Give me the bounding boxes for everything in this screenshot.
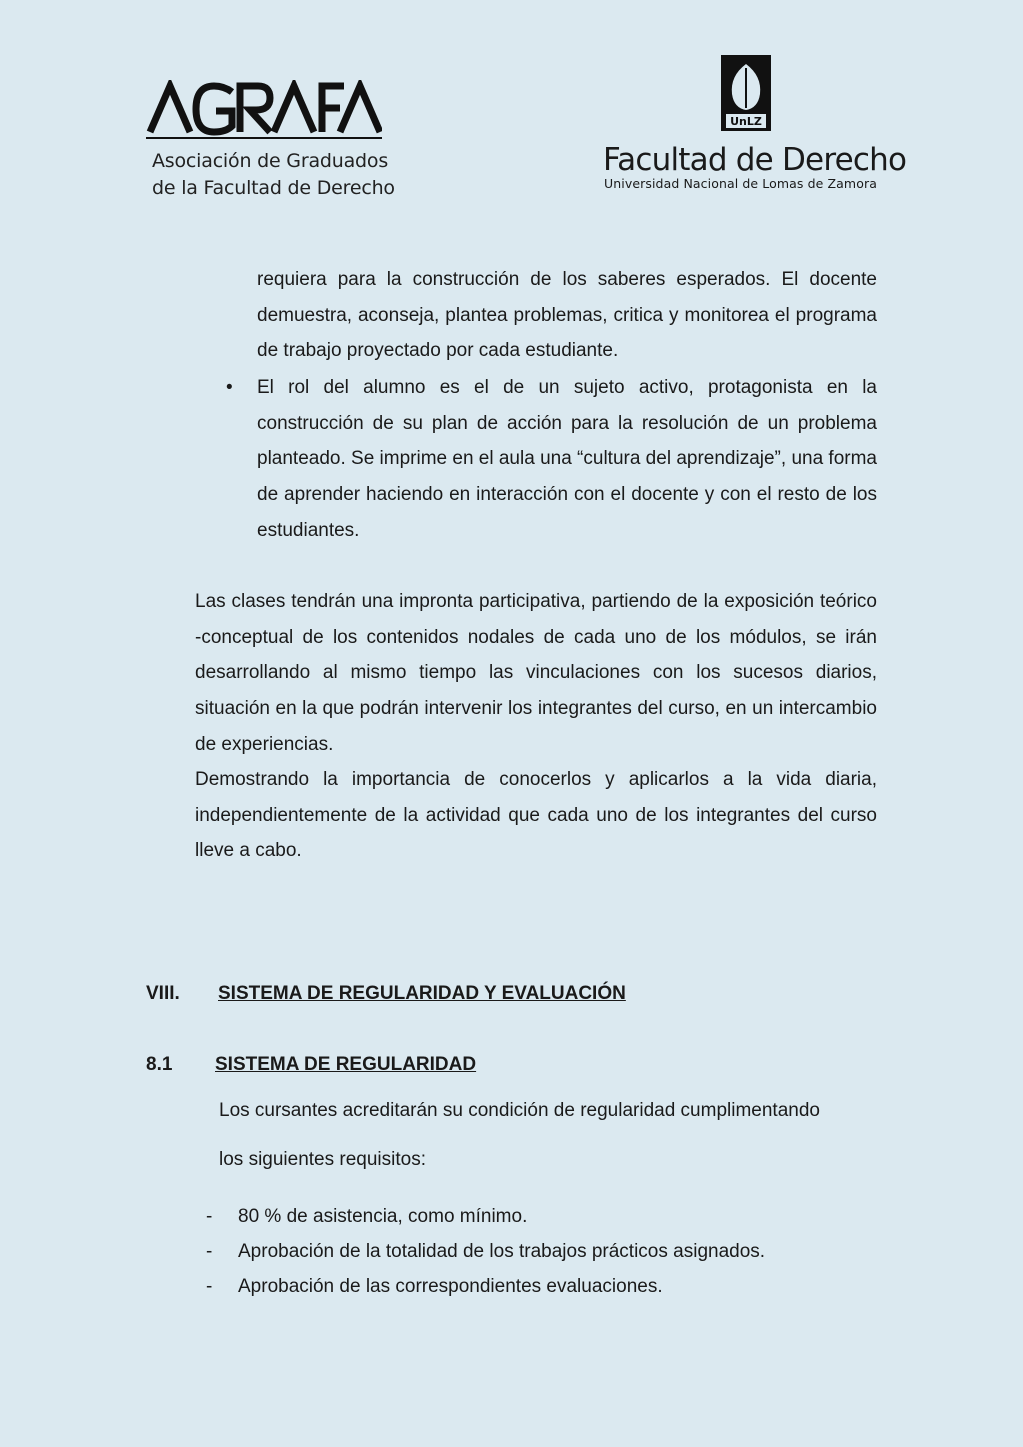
agrafa-subtitle-line2: de la Facultad de Derecho bbox=[152, 177, 395, 199]
section-8-1-number: 8.1 bbox=[146, 1054, 173, 1075]
bullet-continuation-text: requiera para la construcción de los saberes esperados. El docente demuestra, aconseja, plantea problemas, critica y monitorea el programa de trabajo proyectado por cada estudiante. bbox=[257, 269, 877, 362]
list-dash: - bbox=[206, 1276, 213, 1297]
list-dash: - bbox=[206, 1206, 213, 1227]
section-8-1-title bbox=[215, 1054, 476, 1076]
section-8-title bbox=[218, 983, 626, 1005]
requirements-intro-line1: Los cursantes acreditarán su condición de regularidad cumplimentando bbox=[219, 1100, 820, 1121]
section-8-number: VIII. bbox=[146, 983, 180, 1004]
section-8-title-text: SISTEMA DE REGULARIDAD Y EVALUACIÓN bbox=[218, 983, 626, 1004]
paragraph-2: Demostrando la importancia de conocerlos y aplicarlos a la vida diaria, independientemente de la actividad que cada uno de los integrantes del curso lleve a cabo. bbox=[195, 769, 877, 862]
list-dash: - bbox=[206, 1241, 213, 1262]
list-item: 80 % de asistencia, como mínimo. bbox=[238, 1206, 528, 1227]
requirements-intro-line2: los siguientes requisitos: bbox=[219, 1149, 426, 1170]
bullet-icon: • bbox=[226, 377, 233, 398]
list-item: Aprobación de la totalidad de los trabajos prácticos asignados. bbox=[238, 1241, 766, 1262]
svg-text:UnLZ: UnLZ bbox=[730, 115, 762, 128]
list-item: Aprobación de las correspondientes evaluaciones. bbox=[238, 1276, 663, 1297]
paragraph-1: Las clases tendrán una impronta participativa, partiendo de la exposición teórico -conceptual de los contenidos nodales de cada uno de los módulos, se irán desarrollando al mismo tiempo las vinculaciones con los sucesos diarios, situación en la que podrán intervenir los integrantes del curso, en un intercambio de experiencias. bbox=[195, 591, 877, 755]
faculty-subtitle: Universidad Nacional de Lomas de Zamora bbox=[604, 176, 877, 191]
faculty-title: Facultad de Derecho bbox=[603, 142, 907, 178]
bullet-item-text: El rol del alumno es el de un sujeto activo, protagonista en la construcción de su plan de acción para la resolución de un problema planteado. Se imprime en el aula una “cultura del aprendizaje”, una forma de aprender haciendo en interacción con el docente y con el resto de los estudiantes. bbox=[257, 377, 877, 541]
agrafa-subtitle-line1: Asociación de Graduados bbox=[152, 150, 389, 172]
agrafa-header bbox=[146, 80, 395, 202]
agrafa-subtitle bbox=[152, 148, 395, 202]
agrafa-logo bbox=[146, 80, 382, 140]
unlz-emblem-icon bbox=[720, 54, 772, 132]
section-8-1-title-text: SISTEMA DE REGULARIDAD bbox=[215, 1054, 477, 1075]
